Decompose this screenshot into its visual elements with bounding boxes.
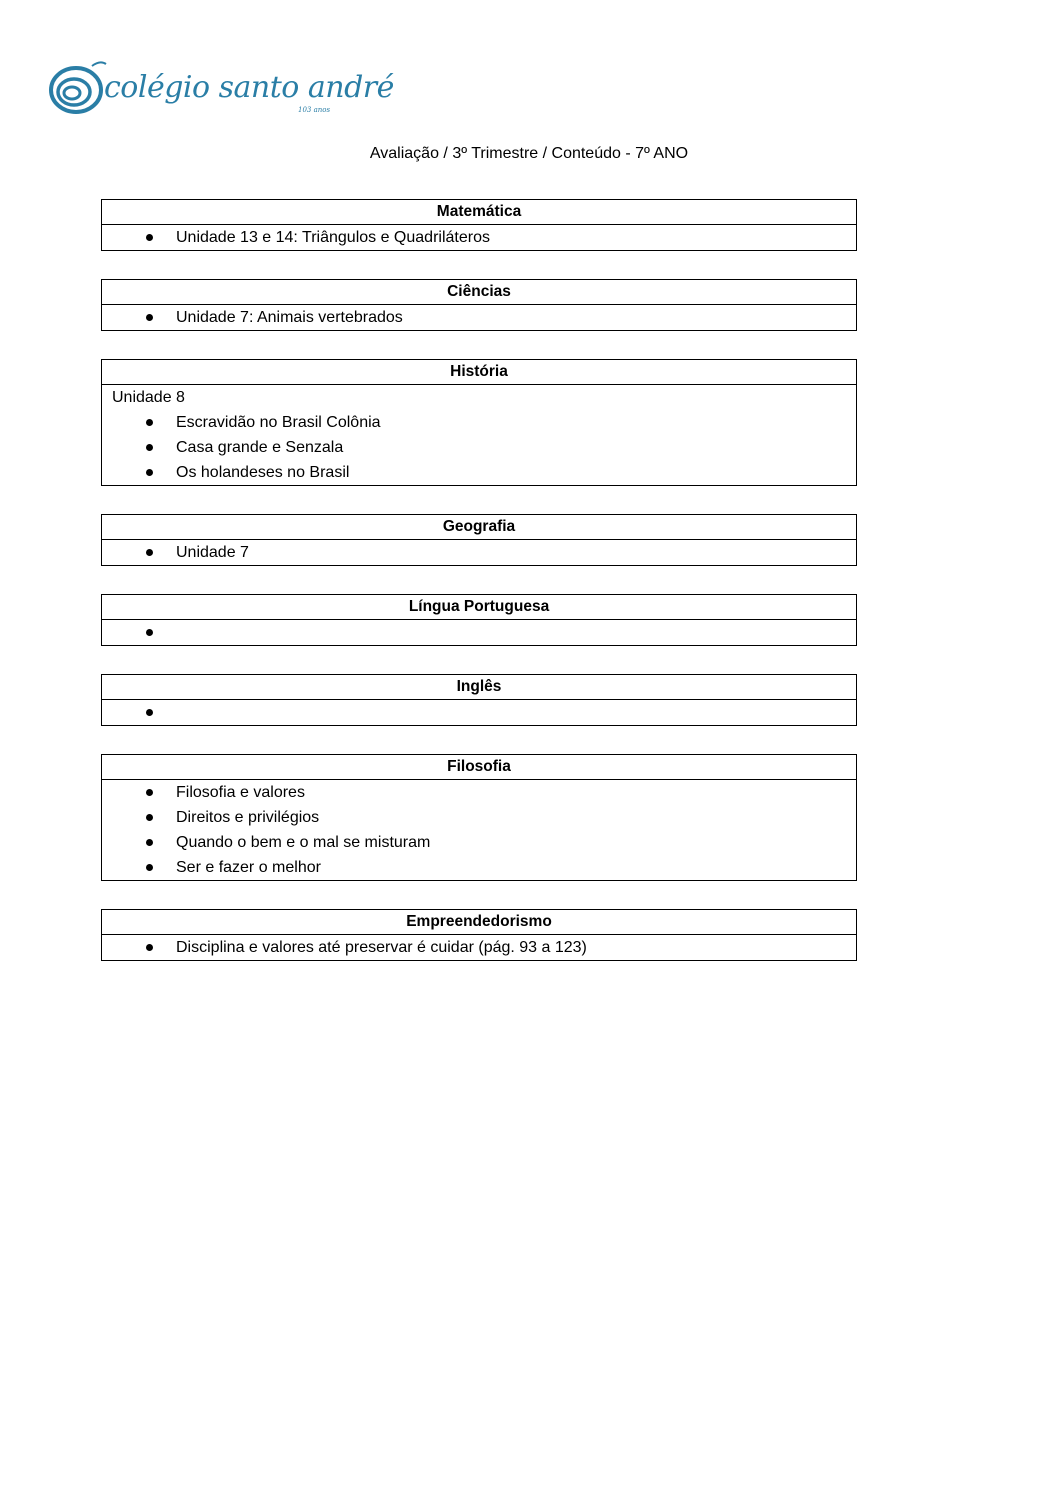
bullet-icon xyxy=(146,864,153,871)
subject-table xyxy=(101,514,857,566)
list-item-text: Os holandeses no Brasil xyxy=(176,464,350,481)
logo-tagline: 103 anos xyxy=(298,106,331,114)
subject-header: Filosofia xyxy=(102,755,856,780)
list-item xyxy=(112,305,856,330)
list-item-text: Quando o bem e o mal se misturam xyxy=(176,834,431,851)
subject-header: Empreendedorismo xyxy=(102,910,856,935)
subject-header: Inglês xyxy=(102,675,856,700)
document-title: Avaliação / 3º Trimestre / Conteúdo - 7º ANO xyxy=(369,145,689,162)
bullet-icon xyxy=(146,419,153,426)
unit-label: Unidade 8 xyxy=(112,389,185,406)
bullet-icon xyxy=(146,709,153,716)
list-item-text: Unidade 7 xyxy=(176,544,249,561)
subject-content xyxy=(102,700,856,725)
subject-table xyxy=(101,279,857,331)
subject-table xyxy=(101,754,857,881)
bullet-icon xyxy=(146,444,153,451)
subject-content xyxy=(102,305,856,330)
list-item xyxy=(112,935,856,960)
subject-header: História xyxy=(102,360,856,385)
subject-table xyxy=(101,594,857,646)
swirl-logo-icon xyxy=(48,56,108,122)
bullet-icon xyxy=(146,944,153,951)
bullet-icon xyxy=(146,839,153,846)
list-item xyxy=(112,620,856,645)
list-item xyxy=(112,540,856,565)
logo-text: colégio santo andré xyxy=(104,70,394,105)
list-item xyxy=(112,830,856,855)
school-logo xyxy=(48,56,394,122)
subject-content xyxy=(102,540,856,565)
list-item xyxy=(112,225,856,250)
list-item xyxy=(112,435,856,460)
list-item-text: Disciplina e valores até preservar é cuidar (pág. 93 a 123) xyxy=(176,939,587,956)
list-item-text: Unidade 7: Animais vertebrados xyxy=(176,309,403,326)
list-item xyxy=(112,700,856,725)
list-item-text: Unidade 13 e 14: Triângulos e Quadriláteros xyxy=(176,229,490,246)
subject-table xyxy=(101,674,857,726)
list-item-text: Casa grande e Senzala xyxy=(176,439,344,456)
list-item xyxy=(112,805,856,830)
subject-table xyxy=(101,199,857,251)
bullet-icon xyxy=(146,629,153,636)
list-item xyxy=(112,460,856,485)
subject-content xyxy=(102,780,856,880)
subject-content xyxy=(102,935,856,960)
subject-content xyxy=(102,385,856,485)
subject-content xyxy=(102,225,856,250)
subject-table xyxy=(101,909,857,961)
list-item-text: Ser e fazer o melhor xyxy=(176,859,321,876)
bullet-icon xyxy=(146,814,153,821)
subject-header: Língua Portuguesa xyxy=(102,595,856,620)
list-item-text: Escravidão no Brasil Colônia xyxy=(176,414,381,431)
subject-header: Geografia xyxy=(102,515,856,540)
subject-header: Matemática xyxy=(102,200,856,225)
list-item xyxy=(112,780,856,805)
bullet-icon xyxy=(146,314,153,321)
subject-sections xyxy=(101,199,857,989)
subject-table xyxy=(101,359,857,486)
bullet-icon xyxy=(146,549,153,556)
bullet-icon xyxy=(146,469,153,476)
list-item-text: Filosofia e valores xyxy=(176,784,305,801)
subject-content xyxy=(102,620,856,645)
bullet-icon xyxy=(146,789,153,796)
list-item xyxy=(112,855,856,880)
bullet-icon xyxy=(146,234,153,241)
list-item-text: Direitos e privilégios xyxy=(176,809,320,826)
list-item xyxy=(112,410,856,435)
subject-header: Ciências xyxy=(102,280,856,305)
